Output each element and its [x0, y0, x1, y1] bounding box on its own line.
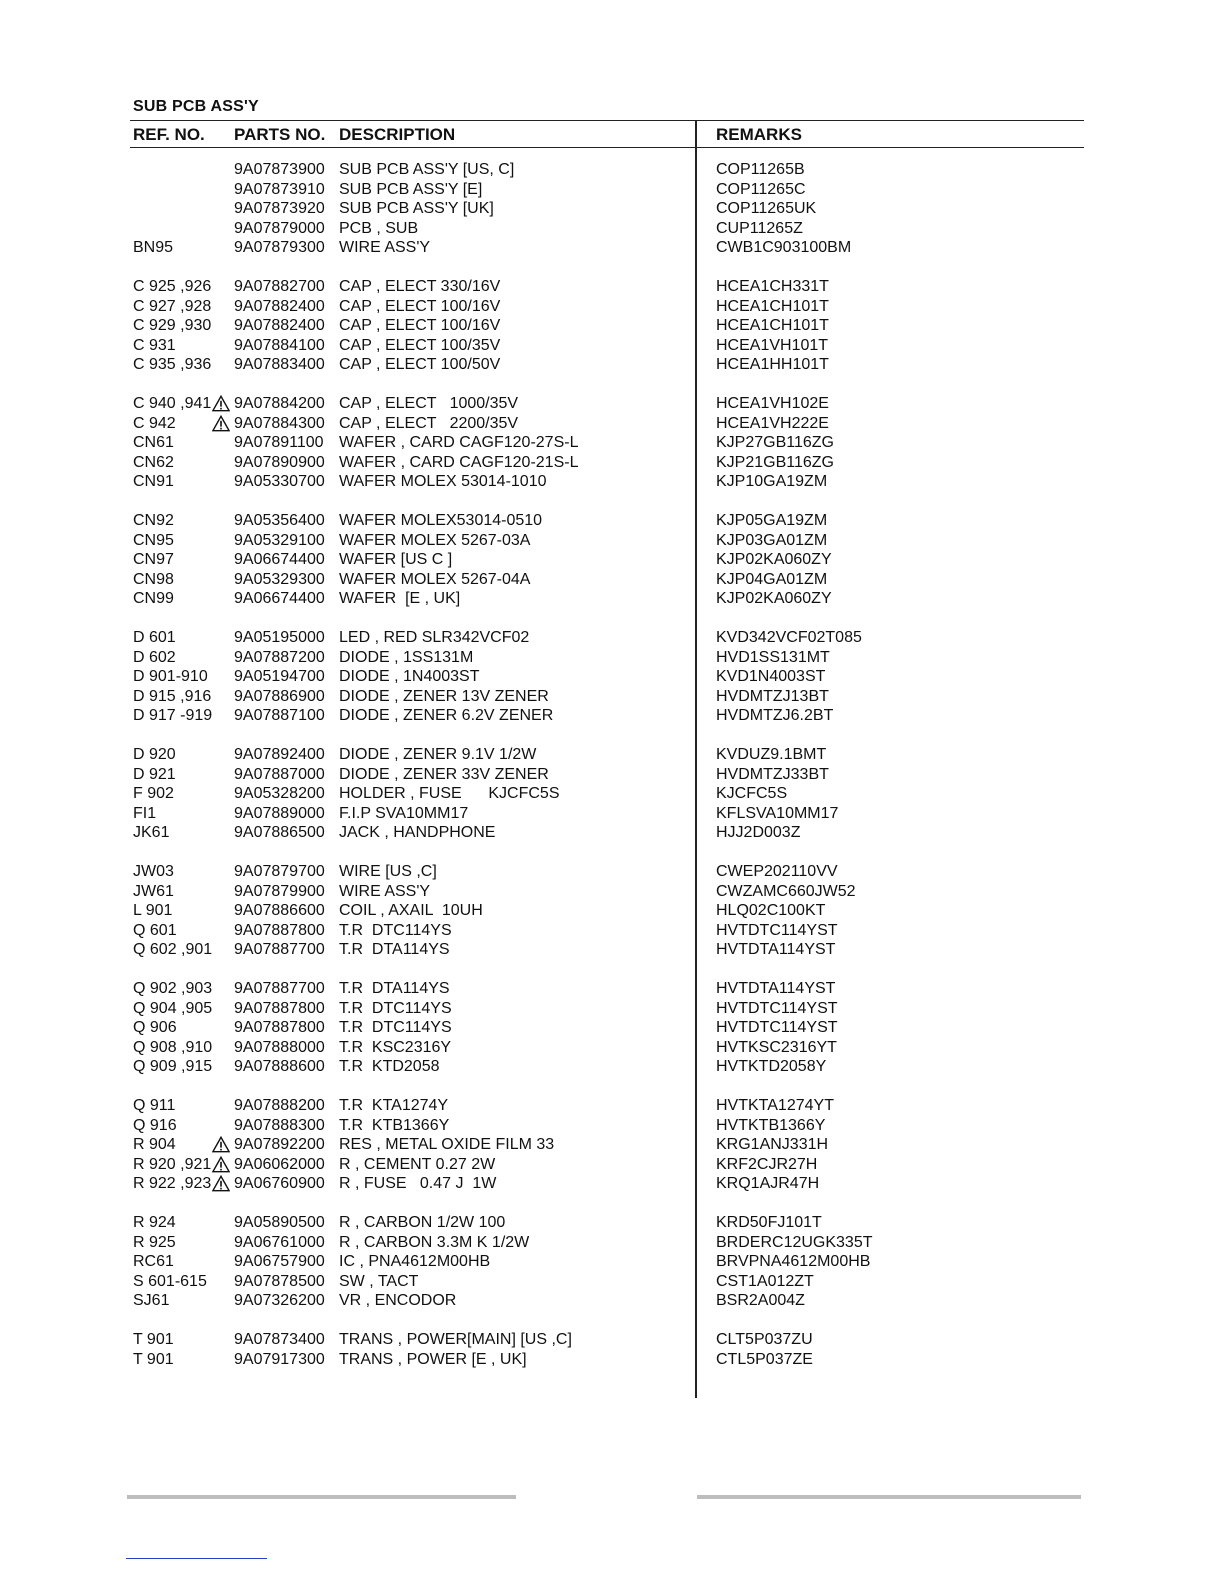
table-row: [0, 453, 1224, 473]
description-cell: WIRE ASS'Y: [339, 239, 431, 256]
part-no-cell: 9A07873910: [234, 180, 325, 198]
remarks-cell: KRQ1AJR47H: [716, 1175, 820, 1192]
remarks-cell: KVD342VCF02T085: [716, 629, 862, 646]
part-no-cell: 9A06760900: [234, 1175, 325, 1192]
footer-link-underline: [126, 1558, 267, 1559]
description-cell: VR , ENCODOR: [339, 1292, 457, 1309]
remarks-cell: CUP11265Z: [716, 219, 803, 237]
remarks-cell: BRDERC12UGK335T: [716, 1233, 873, 1251]
remarks-cell: HVTDTC114YST: [716, 921, 838, 939]
table-row: [0, 765, 1224, 785]
table-row: [0, 1135, 1224, 1155]
part-no-cell: 9A07879900: [234, 882, 325, 900]
part-no-cell: 9A07887800: [234, 921, 325, 939]
description-cell: WAFER , CARD CAGF120-21S-L: [339, 453, 579, 471]
part-no-cell: 9A07892400: [234, 746, 325, 763]
table-row: [0, 667, 1224, 687]
part-no-cell: 9A05329300: [234, 570, 325, 588]
remarks-cell: KJP10GA19ZM: [716, 473, 828, 490]
remarks-cell: KJP04GA01ZM: [716, 570, 828, 588]
row-group: [0, 1213, 1224, 1311]
table-row: [0, 414, 1224, 434]
table-row: [0, 238, 1224, 258]
row-group: [0, 1330, 1224, 1369]
ref-cell: T 901: [133, 1350, 174, 1368]
remarks-cell: KVD1N4003ST: [716, 668, 826, 685]
table-row: [0, 277, 1224, 297]
header-part: PARTS NO.: [234, 125, 326, 144]
safety-warning-icon: [212, 414, 232, 434]
ref-cell: T 901: [133, 1331, 174, 1348]
remarks-cell: HCEA1CH331T: [716, 278, 829, 295]
table-row: [0, 1213, 1224, 1233]
safety-warning-icon: [212, 1174, 232, 1194]
part-no-cell: 9A07887200: [234, 648, 325, 666]
description-cell: WIRE ASS'Y: [339, 882, 431, 900]
ref-cell: Q 909 ,915: [133, 1058, 213, 1075]
ref-cell: C 927 ,928: [133, 297, 212, 315]
table-row: [0, 355, 1224, 375]
row-group: [0, 745, 1224, 843]
description-cell: SUB PCB ASS'Y [US, C]: [339, 161, 515, 178]
ref-cell: Q 911: [133, 1097, 176, 1114]
description-cell: DIODE , ZENER 6.2V ZENER: [339, 707, 554, 724]
part-no-cell: 9A07890900: [234, 453, 325, 471]
remarks-cell: CWB1C903100BM: [716, 239, 852, 256]
table-row: [0, 687, 1224, 707]
ref-cell: R 925: [133, 1233, 176, 1251]
ref-cell: CN92: [133, 512, 174, 529]
table-row: [0, 589, 1224, 609]
description-cell: T.R KTD2058: [339, 1058, 440, 1075]
table-row: [0, 511, 1224, 531]
remarks-cell: HVTKTB1366Y: [716, 1116, 826, 1134]
part-no-cell: 9A06757900: [234, 1253, 325, 1270]
table-row: [0, 784, 1224, 804]
ref-cell: SJ61: [133, 1292, 170, 1309]
remarks-cell: HCEA1CH101T: [716, 317, 829, 334]
ref-cell: CN97: [133, 551, 174, 568]
table-row: [0, 1174, 1224, 1194]
description-cell: TRANS , POWER[MAIN] [US ,C]: [339, 1331, 572, 1348]
remarks-cell: KVDUZ9.1BMT: [716, 746, 827, 763]
remarks-cell: COP11265B: [716, 161, 805, 178]
ref-cell: CN91: [133, 473, 174, 490]
remarks-cell: HVTDTA114YST: [716, 980, 836, 997]
table-row: [0, 979, 1224, 999]
ref-cell: JW61: [133, 882, 174, 900]
safety-warning-icon: [212, 394, 232, 414]
part-no-cell: 9A05195000: [234, 629, 325, 646]
description-cell: WAFER MOLEX 5267-03A: [339, 531, 531, 549]
part-no-cell: 9A05329100: [234, 531, 325, 549]
description-cell: CAP , ELECT 100/16V: [339, 317, 501, 334]
remarks-cell: HVDMTZJ6.2BT: [716, 707, 834, 724]
remarks-cell: HVTDTA114YST: [716, 941, 836, 958]
table-row: [0, 394, 1224, 414]
part-no-cell: 9A07882400: [234, 297, 325, 315]
remarks-cell: HJJ2D003Z: [716, 824, 801, 841]
table-row: [0, 531, 1224, 551]
table-row: [0, 1291, 1224, 1311]
ref-cell: CN61: [133, 434, 174, 451]
table-row: [0, 1330, 1224, 1350]
part-no-cell: 9A06062000: [234, 1155, 325, 1173]
ref-cell: S 601-615: [133, 1272, 207, 1290]
part-no-cell: 9A06674400: [234, 551, 325, 568]
part-no-cell: 9A07891100: [234, 434, 324, 451]
remarks-cell: HVTDTC114YST: [716, 1019, 838, 1036]
footer-rule-right: [697, 1495, 1081, 1499]
part-no-cell: 9A05328200: [234, 785, 325, 802]
table-row: [0, 940, 1224, 960]
remarks-cell: KJP02KA060ZY: [716, 590, 832, 607]
part-no-cell: 9A07888200: [234, 1097, 325, 1114]
ref-cell: C 942: [133, 414, 176, 432]
description-cell: F.I.P SVA10MM17: [339, 804, 469, 822]
part-no-cell: 9A07887700: [234, 980, 325, 997]
remarks-cell: CLT5P037ZU: [716, 1331, 813, 1348]
ref-cell: D 602: [133, 648, 176, 666]
table-row: [0, 823, 1224, 843]
header-ref: REF. NO.: [133, 125, 205, 144]
safety-warning-icon: [212, 1135, 232, 1155]
description-cell: WAFER [E , UK]: [339, 590, 461, 607]
table-row: [0, 160, 1224, 180]
remarks-cell: HVTDTC114YST: [716, 999, 838, 1017]
description-cell: TRANS , POWER [E , UK]: [339, 1350, 527, 1368]
table-row: [0, 1057, 1224, 1077]
row-group: [0, 979, 1224, 1077]
ref-cell: R 922 ,923: [133, 1175, 212, 1192]
description-cell: SUB PCB ASS'Y [E]: [339, 180, 483, 198]
ref-cell: D 915 ,916: [133, 687, 212, 705]
part-no-cell: 9A06674400: [234, 590, 325, 607]
table-row: [0, 862, 1224, 882]
ref-cell: JW03: [133, 863, 174, 880]
table-row: [0, 882, 1224, 902]
description-cell: IC , PNA4612M00HB: [339, 1253, 491, 1270]
ref-cell: R 904: [133, 1136, 176, 1153]
description-cell: WAFER [US C ]: [339, 551, 453, 568]
part-no-cell: 9A07878500: [234, 1272, 325, 1290]
remarks-cell: HVTKTD2058Y: [716, 1058, 827, 1075]
description-cell: SUB PCB ASS'Y [UK]: [339, 200, 494, 217]
description-cell: T.R DTA114YS: [339, 941, 450, 958]
ref-cell: FI1: [133, 804, 157, 822]
part-no-cell: 9A07886600: [234, 902, 325, 919]
part-no-cell: 9A07879300: [234, 239, 325, 256]
parts-table: [0, 160, 1224, 1389]
table-row: [0, 1018, 1224, 1038]
description-cell: DIODE , 1N4003ST: [339, 668, 480, 685]
description-cell: R , CARBON 1/2W 100: [339, 1214, 506, 1231]
remarks-cell: KJP02KA060ZY: [716, 551, 832, 568]
remarks-cell: HVD1SS131MT: [716, 648, 830, 666]
table-row: [0, 180, 1224, 200]
table-row: [0, 999, 1224, 1019]
remarks-cell: BSR2A004Z: [716, 1292, 805, 1309]
part-no-cell: 9A07887100: [234, 707, 325, 724]
table-row: [0, 316, 1224, 336]
table-row: [0, 921, 1224, 941]
ref-cell: Q 916: [133, 1116, 177, 1134]
table-row: [0, 336, 1224, 356]
description-cell: DIODE , ZENER 13V ZENER: [339, 687, 549, 705]
description-cell: T.R DTC114YS: [339, 921, 452, 939]
remarks-cell: HCEA1HH101T: [716, 356, 829, 373]
description-cell: RES , METAL OXIDE FILM 33: [339, 1136, 555, 1153]
ref-cell: C 935 ,936: [133, 356, 212, 373]
table-row: [0, 472, 1224, 492]
description-cell: COIL , AXAIL 10UH: [339, 902, 483, 919]
part-no-cell: 9A07873920: [234, 200, 325, 217]
remarks-cell: COP11265UK: [716, 200, 817, 217]
description-cell: CAP , ELECT 100/50V: [339, 356, 501, 373]
part-no-cell: 9A07886500: [234, 824, 325, 841]
row-group: [0, 511, 1224, 609]
part-no-cell: 9A07882400: [234, 317, 325, 334]
part-no-cell: 9A07892200: [234, 1136, 325, 1153]
remarks-cell: HCEA1VH222E: [716, 414, 829, 432]
part-no-cell: 9A07326200: [234, 1292, 325, 1309]
header-bottom-rule: [130, 147, 1084, 148]
remarks-cell: KFLSVA10MM17: [716, 804, 839, 822]
ref-cell: Q 906: [133, 1019, 177, 1036]
description-cell: R , CEMENT 0.27 2W: [339, 1155, 496, 1173]
part-no-cell: 9A07883400: [234, 356, 325, 373]
table-row: [0, 297, 1224, 317]
description-cell: T.R KSC2316Y: [339, 1038, 452, 1056]
description-cell: WIRE [US ,C]: [339, 863, 437, 880]
description-cell: HOLDER , FUSE KJCFC5S: [339, 785, 560, 802]
header-top-rule: [130, 120, 1084, 121]
description-cell: DIODE , ZENER 9.1V 1/2W: [339, 746, 537, 763]
remarks-cell: HLQ02C100KT: [716, 902, 826, 919]
remarks-cell: KJP03GA01ZM: [716, 531, 828, 549]
table-row: [0, 1038, 1224, 1058]
row-group: [0, 277, 1224, 375]
ref-cell: D 901-910: [133, 668, 208, 685]
table-row: [0, 1096, 1224, 1116]
ref-cell: D 601: [133, 629, 176, 646]
part-no-cell: 9A07889000: [234, 804, 325, 822]
remarks-cell: KRD50FJ101T: [716, 1214, 822, 1231]
table-row: [0, 628, 1224, 648]
table-row: [0, 570, 1224, 590]
table-row: [0, 433, 1224, 453]
description-cell: T.R KTB1366Y: [339, 1116, 450, 1134]
ref-cell: BN95: [133, 239, 174, 256]
remarks-cell: KJP27GB116ZG: [716, 434, 834, 451]
part-no-cell: 9A07879700: [234, 863, 325, 880]
description-cell: LED , RED SLR342VCF02: [339, 629, 530, 646]
description-cell: DIODE , ZENER 33V ZENER: [339, 765, 549, 783]
table-row: [0, 1155, 1224, 1175]
ref-cell: Q 902 ,903: [133, 980, 213, 997]
ref-cell: JK61: [133, 824, 170, 841]
remarks-cell: BRVPNA4612M00HB: [716, 1253, 871, 1270]
part-no-cell: 9A07879000: [234, 219, 325, 237]
row-group: [0, 1096, 1224, 1194]
ref-cell: C 931: [133, 336, 176, 354]
table-row: [0, 648, 1224, 668]
ref-cell: C 929 ,930: [133, 317, 212, 334]
row-group: [0, 628, 1224, 726]
description-cell: WAFER , CARD CAGF120-27S-L: [339, 434, 579, 451]
part-no-cell: 9A07884300: [234, 414, 325, 432]
ref-cell: CN95: [133, 531, 174, 549]
description-cell: CAP , ELECT 2200/35V: [339, 414, 519, 432]
ref-cell: CN62: [133, 453, 174, 471]
ref-cell: R 924: [133, 1214, 176, 1231]
part-no-cell: 9A07887700: [234, 941, 325, 958]
row-group: [0, 394, 1224, 492]
remarks-cell: HVDMTZJ13BT: [716, 687, 829, 705]
description-cell: T.R DTA114YS: [339, 980, 450, 997]
table-row: [0, 804, 1224, 824]
part-no-cell: 9A07886900: [234, 687, 325, 705]
description-cell: CAP , ELECT 100/35V: [339, 336, 501, 354]
safety-warning-icon: [212, 1155, 232, 1175]
table-row: [0, 1116, 1224, 1136]
remarks-cell: KJP21GB116ZG: [716, 453, 834, 471]
description-cell: PCB , SUB: [339, 219, 419, 237]
ref-cell: L 901: [133, 902, 173, 919]
remarks-cell: HVDMTZJ33BT: [716, 765, 829, 783]
row-group: [0, 862, 1224, 960]
remarks-cell: HVTKSC2316YT: [716, 1038, 837, 1056]
part-no-cell: 9A05356400: [234, 512, 325, 529]
ref-cell: C 940 ,941: [133, 395, 212, 412]
part-no-cell: 9A07873900: [234, 161, 325, 178]
row-group: [0, 160, 1224, 258]
part-no-cell: 9A07884100: [234, 336, 325, 354]
table-row: [0, 1350, 1224, 1370]
table-row: [0, 1272, 1224, 1292]
description-cell: T.R KTA1274Y: [339, 1097, 449, 1114]
ref-cell: D 917 -919: [133, 707, 213, 724]
description-cell: WAFER MOLEX 53014-1010: [339, 473, 547, 490]
remarks-cell: HCEA1CH101T: [716, 297, 829, 315]
description-cell: WAFER MOLEX53014-0510: [339, 512, 543, 529]
table-row: [0, 706, 1224, 726]
table-row: [0, 1252, 1224, 1272]
description-cell: T.R DTC114YS: [339, 999, 452, 1017]
part-no-cell: 9A07887800: [234, 999, 325, 1017]
remarks-cell: CWEP202110VV: [716, 863, 838, 880]
remarks-cell: HCEA1VH101T: [716, 336, 829, 354]
part-no-cell: 9A07888300: [234, 1116, 325, 1134]
description-cell: CAP , ELECT 330/16V: [339, 278, 501, 295]
part-no-cell: 9A06761000: [234, 1233, 325, 1251]
ref-cell: CN99: [133, 590, 174, 607]
table-row: [0, 219, 1224, 239]
remarks-cell: KRF2CJR27H: [716, 1155, 818, 1173]
table-row: [0, 1233, 1224, 1253]
section-title: SUB PCB ASS'Y: [133, 98, 259, 115]
part-no-cell: 9A07888000: [234, 1038, 325, 1056]
ref-cell: D 921: [133, 765, 176, 783]
description-cell: DIODE , 1SS131M: [339, 648, 474, 666]
ref-cell: R 920 ,921: [133, 1155, 212, 1173]
part-no-cell: 9A07887800: [234, 1019, 325, 1036]
remarks-cell: HCEA1VH102E: [716, 395, 829, 412]
remarks-cell: COP11265C: [716, 180, 806, 198]
remarks-cell: CST1A012ZT: [716, 1272, 814, 1290]
ref-cell: Q 601: [133, 921, 177, 939]
remarks-cell: CWZAMC660JW52: [716, 882, 856, 900]
ref-cell: Q 602 ,901: [133, 941, 213, 958]
table-row: [0, 745, 1224, 765]
ref-cell: RC61: [133, 1253, 174, 1270]
table-row: [0, 199, 1224, 219]
description-cell: R , CARBON 3.3M K 1/2W: [339, 1233, 530, 1251]
remarks-cell: KJP05GA19ZM: [716, 512, 828, 529]
description-cell: T.R DTC114YS: [339, 1019, 452, 1036]
part-no-cell: 9A07873400: [234, 1331, 325, 1348]
remarks-cell: KJCFC5S: [716, 785, 788, 802]
ref-cell: CN98: [133, 570, 174, 588]
footer-rule-left: [127, 1495, 516, 1499]
part-no-cell: 9A05194700: [234, 668, 325, 685]
part-no-cell: 9A07884200: [234, 395, 325, 412]
ref-cell: F 902: [133, 785, 174, 802]
ref-cell: D 920: [133, 746, 176, 763]
description-cell: WAFER MOLEX 5267-04A: [339, 570, 531, 588]
part-no-cell: 9A07917300: [234, 1350, 325, 1368]
part-no-cell: 9A07882700: [234, 278, 325, 295]
description-cell: CAP , ELECT 1000/35V: [339, 395, 519, 412]
part-no-cell: 9A07888600: [234, 1058, 325, 1075]
part-no-cell: 9A07887000: [234, 765, 325, 783]
description-cell: JACK , HANDPHONE: [339, 824, 496, 841]
remarks-cell: KRG1ANJ331H: [716, 1136, 829, 1153]
table-row: [0, 901, 1224, 921]
part-no-cell: 9A05330700: [234, 473, 325, 490]
description-cell: R , FUSE 0.47 J 1W: [339, 1175, 497, 1192]
remarks-cell: HVTKTA1274YT: [716, 1097, 834, 1114]
header-remarks: REMARKS: [716, 125, 802, 144]
table-row: [0, 550, 1224, 570]
ref-cell: C 925 ,926: [133, 278, 212, 295]
header-desc: DESCRIPTION: [339, 125, 456, 144]
description-cell: SW , TACT: [339, 1272, 419, 1290]
part-no-cell: 9A05890500: [234, 1214, 325, 1231]
description-cell: CAP , ELECT 100/16V: [339, 297, 501, 315]
ref-cell: Q 904 ,905: [133, 999, 213, 1017]
ref-cell: Q 908 ,910: [133, 1038, 213, 1056]
remarks-cell: CTL5P037ZE: [716, 1350, 813, 1368]
